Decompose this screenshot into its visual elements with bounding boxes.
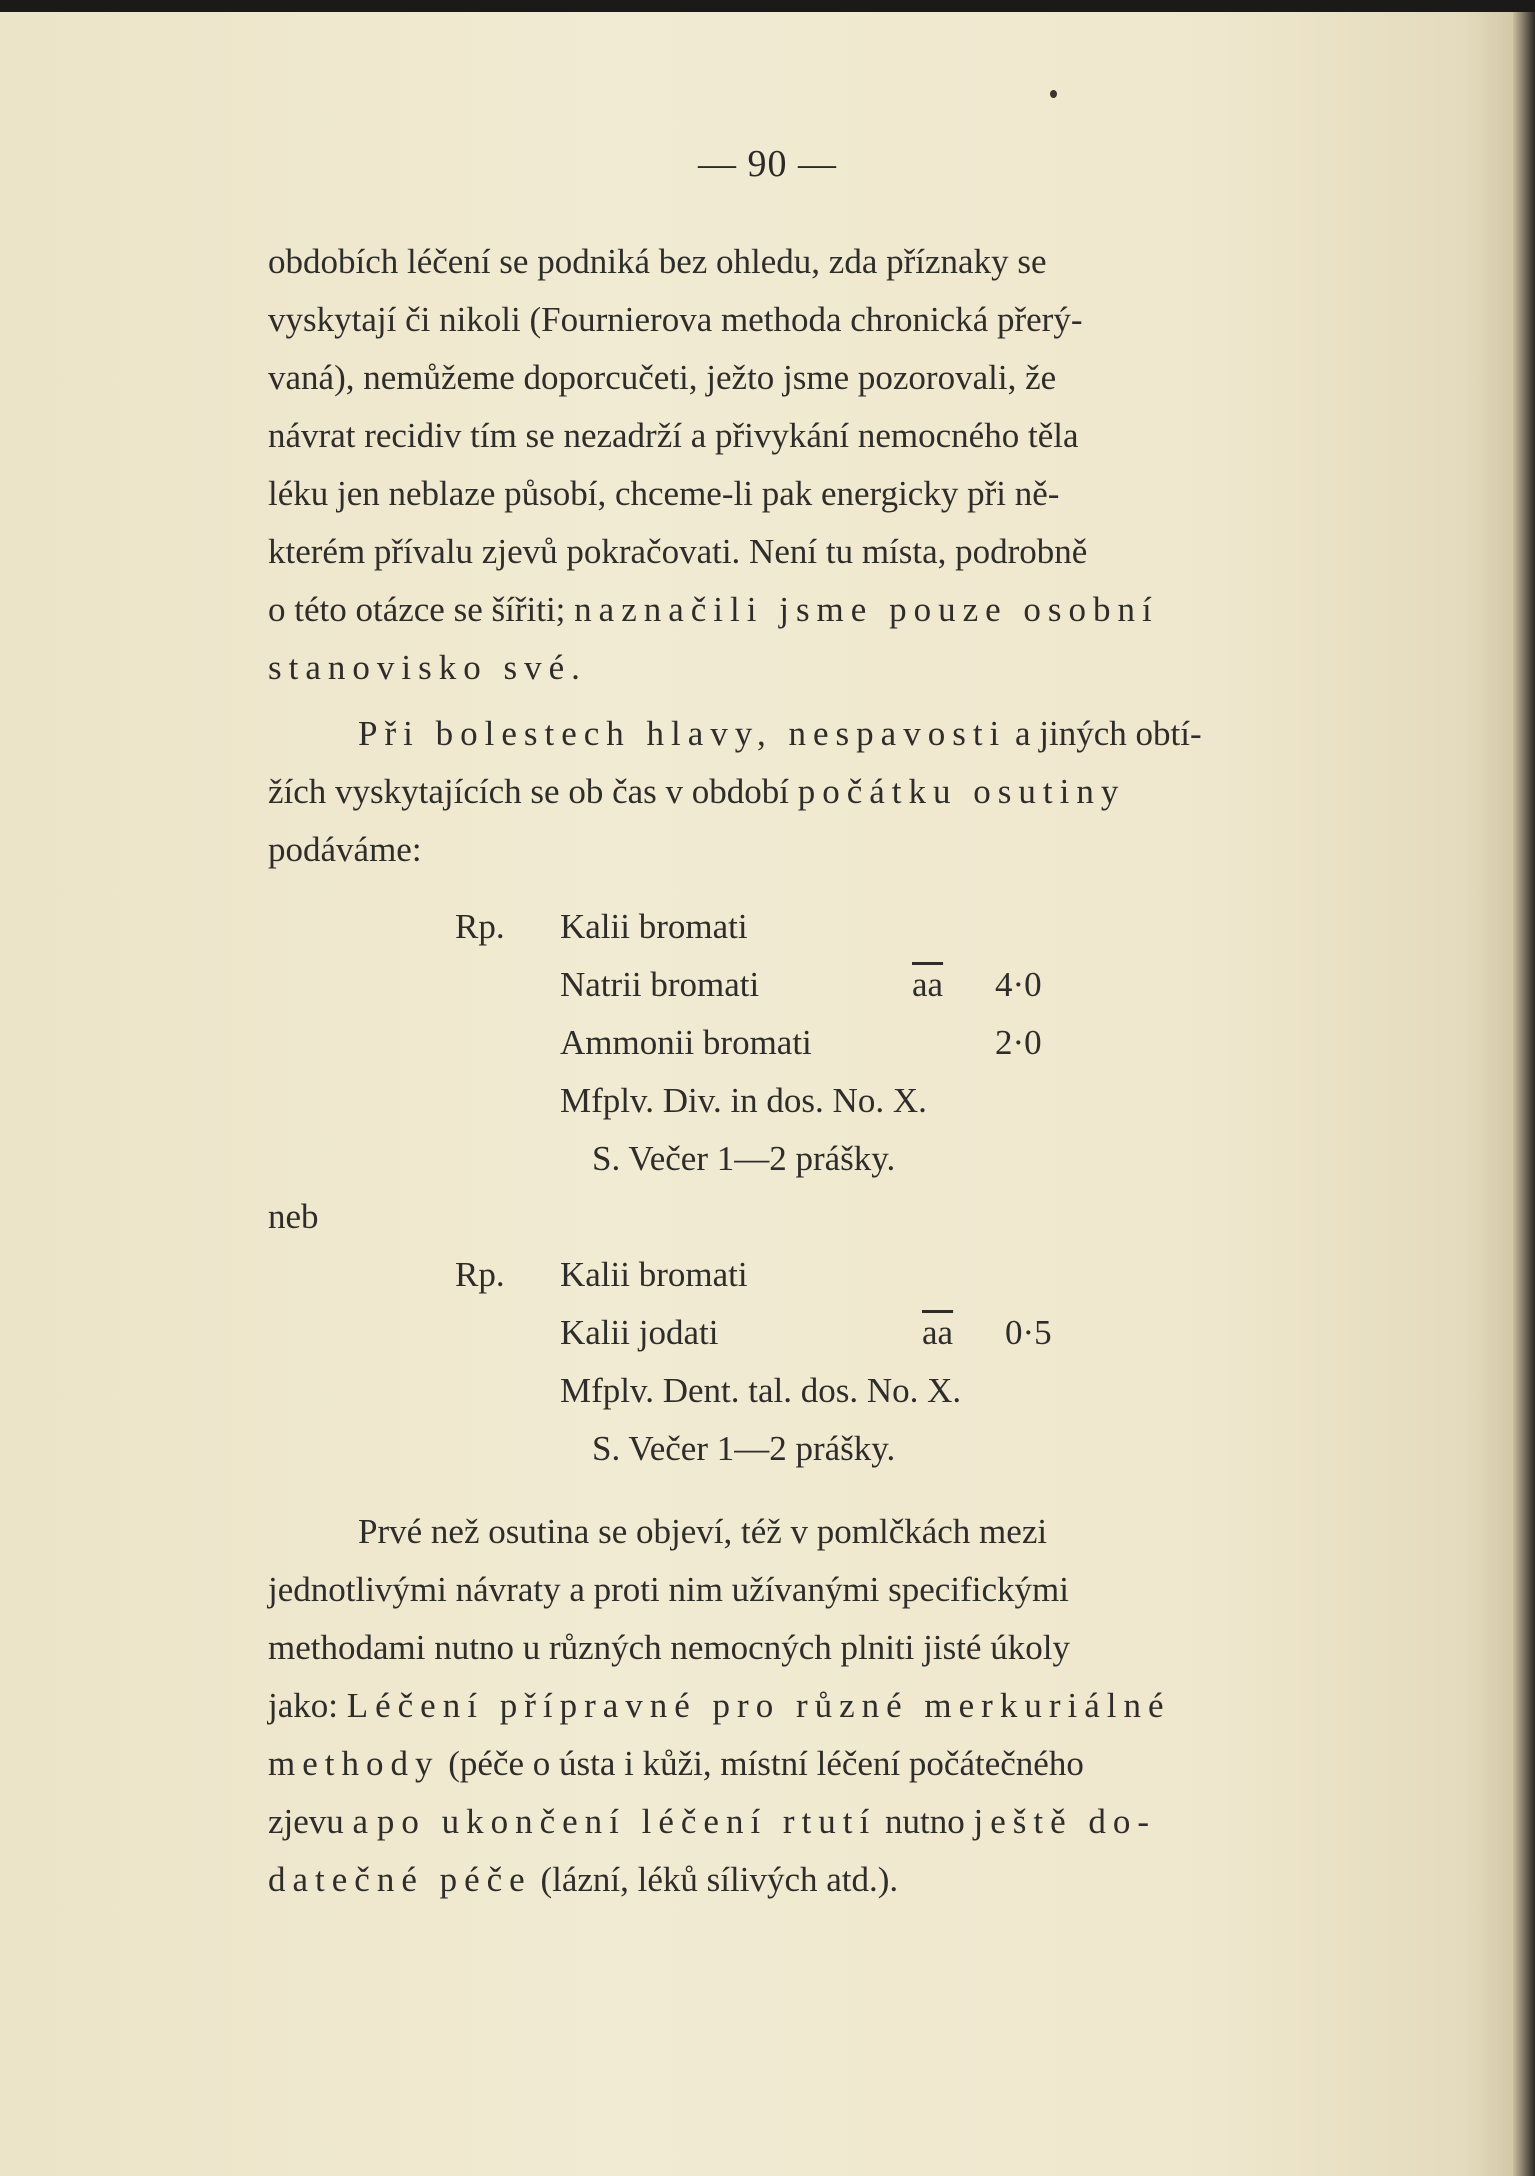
paragraph-1-line-7b-spaced: naznačili jsme pouze osobní xyxy=(574,590,1159,629)
paragraph-3-line-2: jednotlivými návraty a proti nim užívanými specifickými xyxy=(268,1570,1069,1609)
paragraph-3-line-6d-spaced: ještě do- xyxy=(973,1802,1157,1841)
paragraph-3 xyxy=(268,1503,1340,1909)
paragraph-3-line-7b: (lázní, léků sílivých atd.). xyxy=(531,1860,899,1899)
paragraph-2-line-2a: žích vyskytajících se ob čas v období xyxy=(268,772,798,811)
paragraph-1-line-7a: o této otázce se šířiti; xyxy=(268,590,575,629)
rx2-line-1: Kalii bromati xyxy=(560,1255,748,1294)
ink-speck xyxy=(1050,90,1057,98)
rx1-line-2: Natrii bromati xyxy=(560,965,760,1004)
paragraph-3-line-7a-spaced: datečné péče xyxy=(268,1860,532,1899)
or-word: neb xyxy=(268,1197,319,1236)
rx1-line-1: Kalii bromati xyxy=(560,907,748,946)
paragraph-2-line-1b: a jiných obtí- xyxy=(1006,714,1202,753)
rx1-rp: Rp. xyxy=(455,907,505,946)
rx1-aa: $\overline{aa}$ xyxy=(912,965,944,1004)
page-binding-shadow xyxy=(1513,12,1535,2176)
rx2-rp: Rp. xyxy=(455,1255,505,1294)
paragraph-1-line-6: kterém přívalu zjevů pokračovati. Není tu místa, podrobně xyxy=(268,532,1088,571)
paragraph-3-line-4a: jako: xyxy=(268,1686,347,1725)
paragraph-2-line-1a-spaced: Při bolestech hlavy, nespavosti xyxy=(358,714,1007,753)
paragraph-3-line-6c: nutno xyxy=(876,1802,974,1841)
rx2-aa: $\overline{aa}$ xyxy=(922,1313,954,1352)
paragraph-1-line-1: obdobích léčení se podniká bez ohledu, zda příznaky se xyxy=(268,242,1047,281)
paragraph-3-line-5a-spaced: methody xyxy=(268,1744,440,1783)
rx1-dose-2: 4·0 xyxy=(995,965,1042,1004)
rx2-line-4: S. Večer 1—2 prášky. xyxy=(592,1429,896,1468)
rx1-line-4: Mfplv. Div. in dos. No. X. xyxy=(560,1081,927,1120)
paragraph-1-line-4: návrat recidiv tím se nezadrží a přivykání nemocného těla xyxy=(268,416,1079,455)
rx1-dose-3: 2·0 xyxy=(995,1023,1042,1062)
paragraph-1 xyxy=(268,233,1340,697)
paragraph-1-line-3: vaná), nemůžeme doporcučeti, ježto jsme pozorovali, že xyxy=(268,358,1057,397)
paragraph-1-line-5: léku jen neblaze působí, chceme-li pak energicky při ně- xyxy=(268,474,1060,513)
paragraph-1-line-2: vyskytají či nikoli (Fournierova methoda chronická přerý- xyxy=(268,300,1083,339)
paragraph-3-line-5b: (péče o ústa i kůži, místní léčení počátečného xyxy=(439,1744,1084,1783)
paragraph-2-line-2b-spaced: počátku osutiny xyxy=(797,772,1126,811)
paragraph-3-line-1: Prvé než osutina se objeví, též v pomlčkách mezi xyxy=(358,1512,1048,1551)
rx2-dose-2: 0·5 xyxy=(1005,1313,1052,1352)
page-number: — 90 — xyxy=(698,143,837,185)
rx1-line-3: Ammonii bromati xyxy=(560,1023,812,1062)
paragraph-2 xyxy=(268,705,1340,879)
paragraph-3-line-6a: zjevu a xyxy=(268,1802,377,1841)
rx1-line-5: S. Večer 1—2 prášky. xyxy=(592,1139,896,1178)
rx2-line-3: Mfplv. Dent. tal. dos. No. X. xyxy=(560,1371,962,1410)
paragraph-2-line-3: podáváme: xyxy=(268,830,422,869)
paragraph-3-line-4b-spaced: Léčení přípravné pro různé merkuriálné xyxy=(346,1686,1171,1725)
rx2-line-2: Kalii jodati xyxy=(560,1313,719,1352)
paragraph-3-line-3: methodami nutno u různých nemocných plniti jisté úkoly xyxy=(268,1628,1070,1667)
paragraph-1-line-8-spaced: stanovisko své. xyxy=(268,648,587,687)
paragraph-3-line-6b-spaced: po ukončení léčení rtutí xyxy=(376,1802,877,1841)
